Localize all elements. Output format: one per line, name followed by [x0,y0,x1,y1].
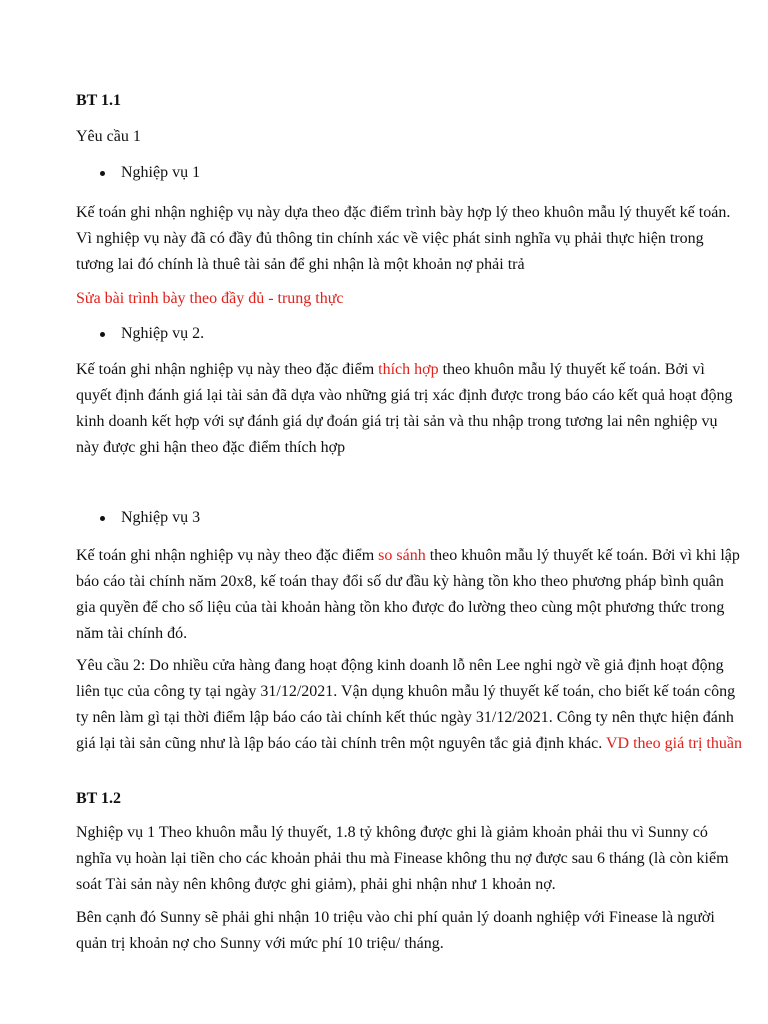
requirement-1-label: Yêu cầu 1 [76,128,141,145]
paragraph-text: Yêu cầu 2: Do nhiều cửa hàng đang hoạt động kinh doanh lỗ nên Lee nghi ngờ về giả định hoạt động liên tục của công ty tại ngày 31/12/2021. Vận dụng khuôn mẫu lý thuyết kế toán, cho biết kế toán công ty nên làm gì tại thời điểm lập báo cáo tài chính kết thúc ngày 31/12/2021. Công ty nên thực hiện đánh giá lại tài sản cũng như là lập báo cáo tài chính trên một nguyên tắc giả định khác. [76,657,736,752]
heading-bt-1-1: BT 1.1 [76,92,122,109]
bt12-paragraph-1: Nghiệp vụ 1 Theo khuôn mẫu lý thuyết, 1.8 tỷ không được ghi là giảm khoản phải thu vì Sunny có nghĩa vụ hoàn lại tiền cho các khoản phải thu mà Finease không thu nợ được sau 6 tháng (là còn kiểm soát Tài sản này nên không được ghi giảm), phải ghi nhận như 1 khoản nợ. [76,824,729,893]
paragraph-text: theo khuôn mẫu lý thuyết kế toán. Bởi vì quyết định đánh giá lại tài sản đã dựa vào những giá trị xác định được trong báo cáo kết quả hoạt động kinh doanh kết hợp với sự đánh giá dự đoán giá trị tài sản và thu nhập trong tương lai nên nghiệp vụ này được ghi hận theo đặc điểm thích hợp [76,361,733,456]
paragraph-text: Kế toán ghi nhận nghiệp vụ này theo đặc điểm [76,361,379,378]
highlight-thich-hop: thích hợp [378,361,439,378]
nghiep-vu-1-paragraph: Kế toán ghi nhận nghiệp vụ này dựa theo đặc điểm trình bày hợp lý theo khuôn mẫu lý thuyết kế toán. Vì nghiệp vụ này đã có đầy đủ thông tin chính xác về việc phát sinh nghĩa vụ phải thực hiện trong tương lai đó chính là thuê tài sản để ghi nhận là một khoản nợ phải trả [76,204,731,273]
nghiep-vu-3-paragraph [76,543,744,647]
bullet-dot-icon [100,516,105,521]
bullet-dot-icon [100,171,105,176]
requirement-2-paragraph [76,653,744,757]
bt12-paragraph-2: Bên cạnh đó Sunny sẽ phải ghi nhận 10 triệu vào chi phí quản lý doanh nghiệp với Finease là người quản trị khoản nợ cho Sunny với mức phí 10 triệu/ tháng. [76,909,715,952]
paragraph-text: theo khuôn mẫu lý thuyết kế toán. Bởi vì khi lập báo cáo tài chính năm 20x8, kế toán thay đổi số dư đầu kỳ hàng tồn kho theo phương pháp bình quân gia quyền để cho số liệu của tài khoản hàng tồn kho được đo lường theo cùng một phương thức trong năm tài chính đó. [76,547,740,642]
note-gia-tri-thuan: VD theo giá trị thuần [606,735,742,752]
bullet-label: Nghiệp vụ 1 [121,164,201,181]
correction-note: Sửa bài trình bày theo đầy đủ - trung thực [76,290,344,307]
bullet-label: Nghiệp vụ 3 [121,509,201,526]
bullet-dot-icon [100,332,105,337]
paragraph-text: Kế toán ghi nhận nghiệp vụ này theo đặc điểm [76,547,379,564]
nghiep-vu-2-paragraph [76,357,744,461]
highlight-so-sanh: so sánh [378,547,426,564]
heading-bt-1-2: BT 1.2 [76,790,122,807]
bullet-label: Nghiệp vụ 2. [121,325,205,342]
